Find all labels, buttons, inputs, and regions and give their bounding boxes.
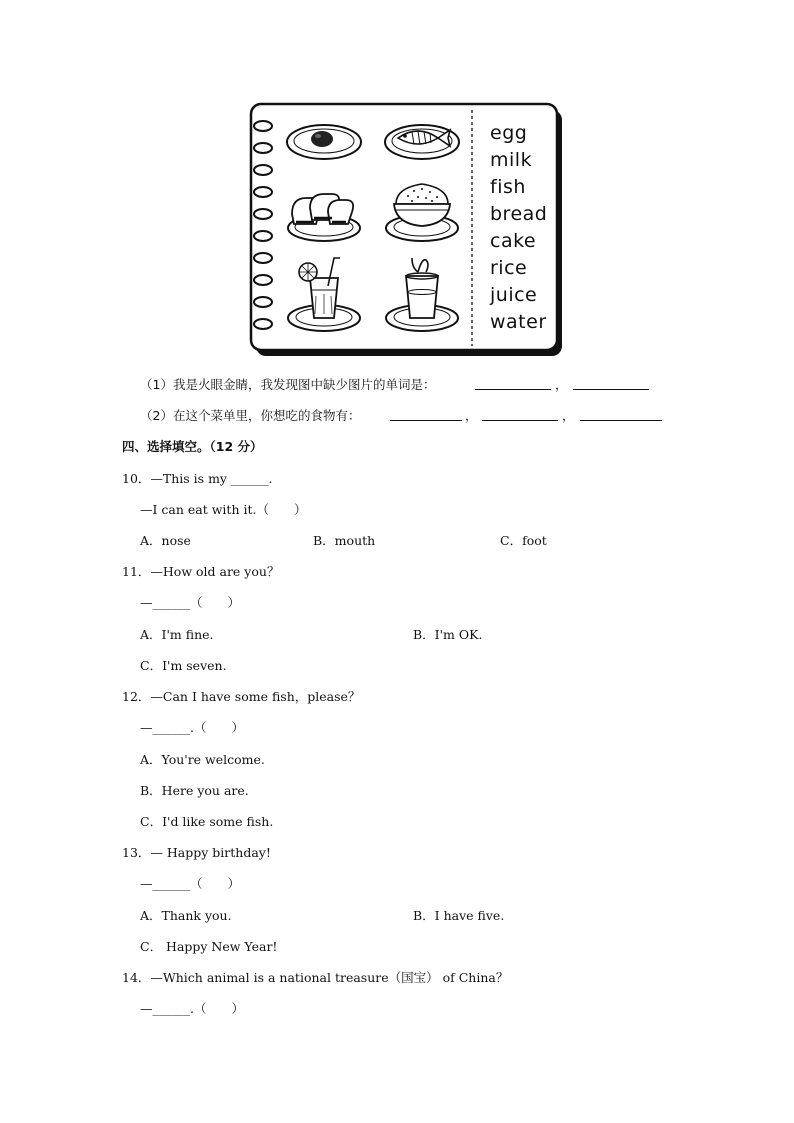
- option-c[interactable]: C．I'd like some fish.: [140, 814, 274, 829]
- question-prompt: [122, 469, 272, 487]
- question-prompt: [122, 843, 271, 861]
- option-b[interactable]: B．Here you are.: [140, 783, 249, 798]
- sub-question-2: [140, 406, 360, 424]
- option-c[interactable]: C． Happy New Year!: [140, 939, 278, 954]
- option-b[interactable]: B．I'm OK.: [413, 627, 483, 642]
- question-reply: —______.（ ）: [140, 720, 244, 735]
- sub-question-text: （1）我是火眼金睛，我发现图中缺少图片的单词是：: [140, 377, 436, 392]
- option-a[interactable]: A．You're welcome.: [140, 752, 265, 767]
- option-a[interactable]: A．I'm fine.: [140, 627, 214, 642]
- menu-word: rice: [490, 257, 528, 279]
- menu-word: milk: [490, 149, 533, 171]
- option-a[interactable]: A．Thank you.: [140, 908, 232, 923]
- question-prompt: [122, 687, 360, 705]
- fish-plate-icon: [382, 118, 462, 162]
- menu-word: juice: [490, 284, 538, 306]
- prompt-text: —Can I have some fish，please？: [150, 689, 361, 704]
- option-c[interactable]: C．foot: [500, 533, 547, 548]
- prompt-text: —Which animal is a national treasure（国宝） of China？: [150, 970, 509, 985]
- question-reply: —______（ ）: [140, 876, 241, 891]
- question-number: 10．: [122, 471, 151, 486]
- answer-blank[interactable]: [482, 407, 558, 421]
- question-prompt: [122, 968, 508, 986]
- question-number: 13．: [122, 845, 151, 860]
- prompt-text: —How old are you？: [150, 564, 280, 579]
- egg-plate-icon: [284, 118, 364, 162]
- menu-word: water: [490, 311, 547, 333]
- option-a[interactable]: A．nose: [140, 533, 191, 548]
- menu-word: fish: [490, 176, 526, 198]
- menu-word: bread: [490, 203, 548, 225]
- menu-word: cake: [490, 230, 537, 252]
- sub-question-text: （2）在这个菜单里，你想吃的食物有：: [140, 408, 361, 423]
- question-number: 14．: [122, 970, 151, 985]
- question-reply: —I can eat with it.（ ）: [140, 502, 307, 517]
- option-b[interactable]: B．I have five.: [413, 908, 505, 923]
- sub-question-1: [140, 375, 435, 393]
- juice-glass-icon: [284, 256, 364, 334]
- answer-blank[interactable]: [475, 376, 551, 390]
- bread-plate-icon: [284, 184, 364, 244]
- answer-blank[interactable]: [390, 407, 462, 421]
- prompt-text: —This is my ______.: [150, 471, 273, 486]
- question-reply: —______.（ ）: [140, 1001, 244, 1016]
- option-b[interactable]: B．mouth: [313, 533, 376, 548]
- spiral-binding-icon: [248, 112, 278, 352]
- option-c[interactable]: C．I'm seven.: [140, 658, 227, 673]
- question-number: 12．: [122, 689, 151, 704]
- comma-separator: ，: [465, 408, 478, 423]
- question-reply: —______（ ）: [140, 595, 241, 610]
- section-title: 四、选择填空。（12 分）: [122, 439, 263, 454]
- comma-separator: ，: [555, 377, 568, 392]
- rice-bowl-icon: [382, 180, 462, 244]
- answer-blank[interactable]: [573, 376, 649, 390]
- menu-word: egg: [490, 122, 528, 144]
- prompt-text: — Happy birthday!: [150, 845, 271, 860]
- answer-blank[interactable]: [580, 407, 662, 421]
- question-prompt: [122, 562, 279, 580]
- question-number: 11．: [122, 564, 151, 579]
- comma-separator: ，: [562, 408, 575, 423]
- water-glass-icon: [382, 254, 462, 334]
- menu-notebook: [248, 102, 564, 358]
